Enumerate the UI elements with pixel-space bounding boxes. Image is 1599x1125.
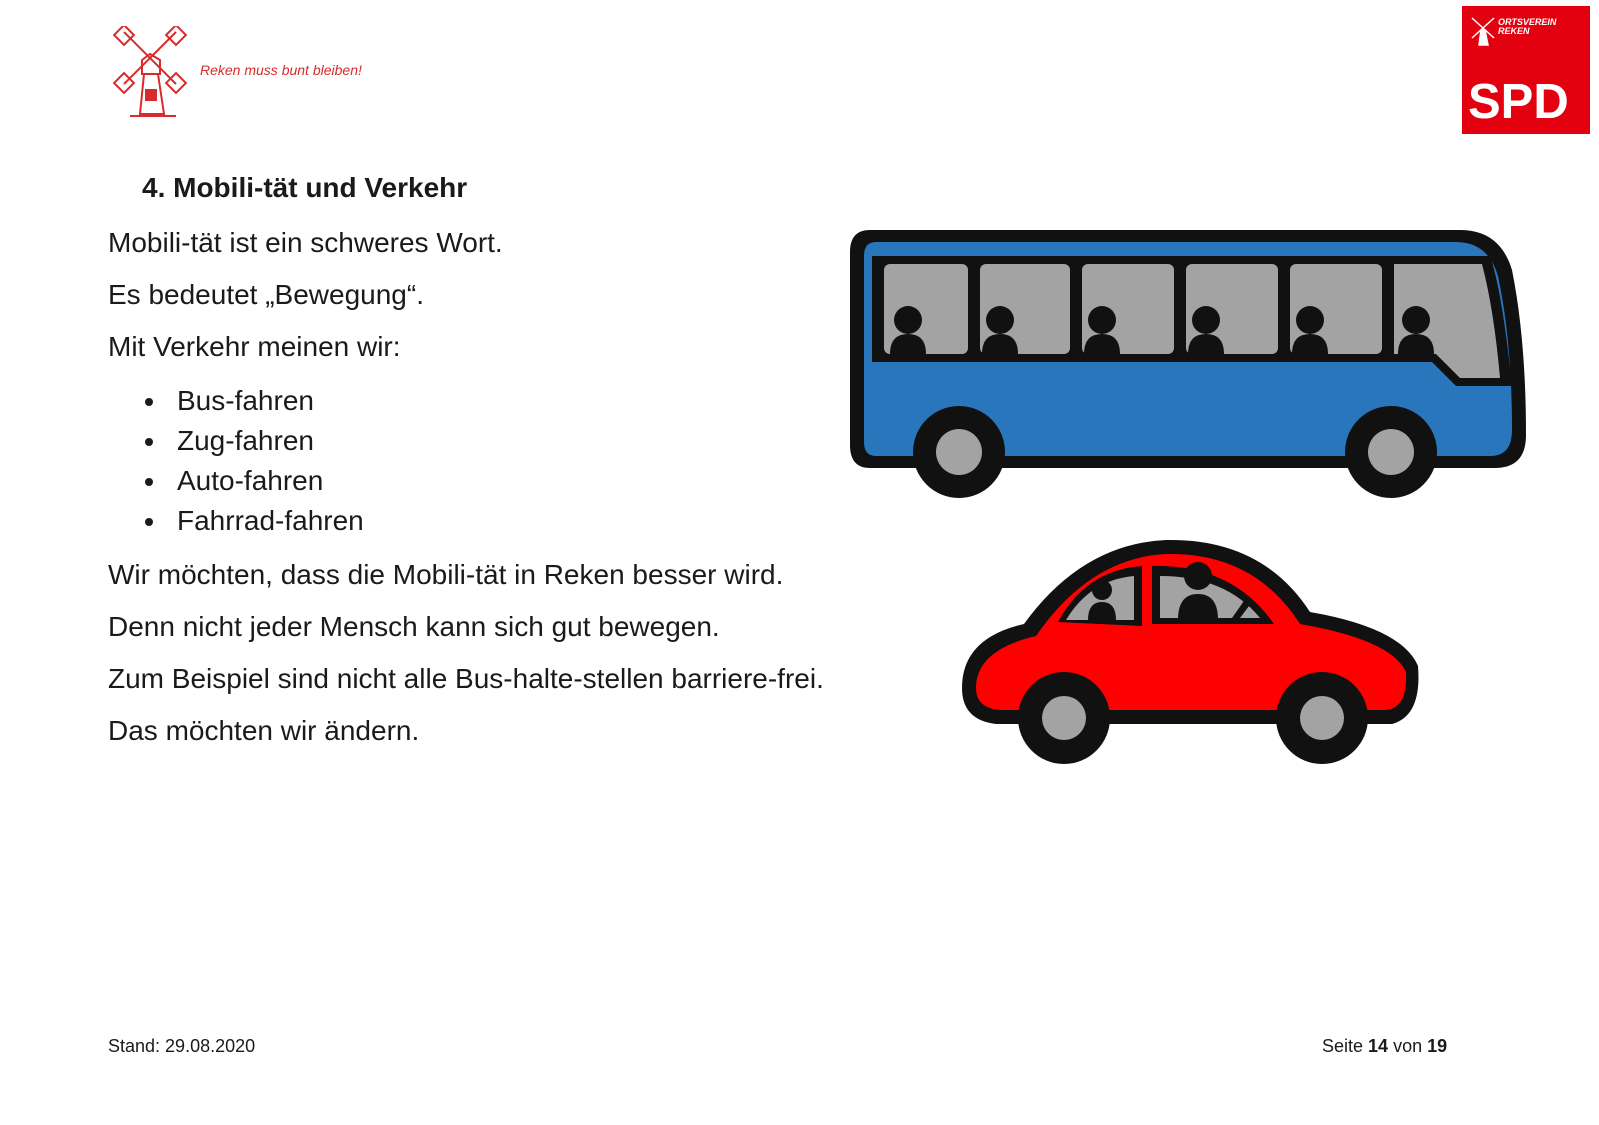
- paragraph: Das möchten wir ändern.: [108, 715, 420, 746]
- list-item: Auto-fahren: [142, 464, 364, 504]
- list-item: Bus-fahren: [142, 384, 364, 424]
- paragraph: Es bedeutet „Bewegung“.: [108, 279, 424, 310]
- windmill-icon: [1470, 16, 1496, 46]
- paragraph: Zum Beispiel sind nicht alle Bus-halte-stellen barriere-frei.: [108, 663, 824, 694]
- badge-org: ORTSVEREIN REKEN: [1498, 17, 1557, 36]
- paragraph: Denn nicht jeder Mensch kann sich gut bewegen.: [108, 611, 720, 642]
- spd-badge: [1462, 6, 1590, 134]
- transport-list: [142, 384, 364, 544]
- tagline: Reken muss bunt bleiben!: [200, 62, 362, 78]
- list-item: Fahrrad-fahren: [142, 504, 364, 544]
- paragraph: Mit Verkehr meinen wir:: [108, 331, 401, 362]
- bus-illustration-icon: [850, 230, 1530, 506]
- page-number: Seite 14 von 19: [1322, 1036, 1448, 1056]
- badge-party: SPD: [1468, 75, 1569, 129]
- windmill-logo-icon: [112, 26, 192, 122]
- paragraph: Wir möchten, dass die Mobili-tät in Reken besser wird.: [108, 559, 784, 590]
- list-item: Zug-fahren: [142, 424, 364, 464]
- paragraph: Mobili-tät ist ein schweres Wort.: [108, 227, 503, 258]
- section-title: 4. Mobili-tät und Verkehr: [142, 172, 468, 203]
- car-illustration-icon: [962, 538, 1422, 766]
- footer-date: Stand: 29.08.2020: [108, 1036, 256, 1056]
